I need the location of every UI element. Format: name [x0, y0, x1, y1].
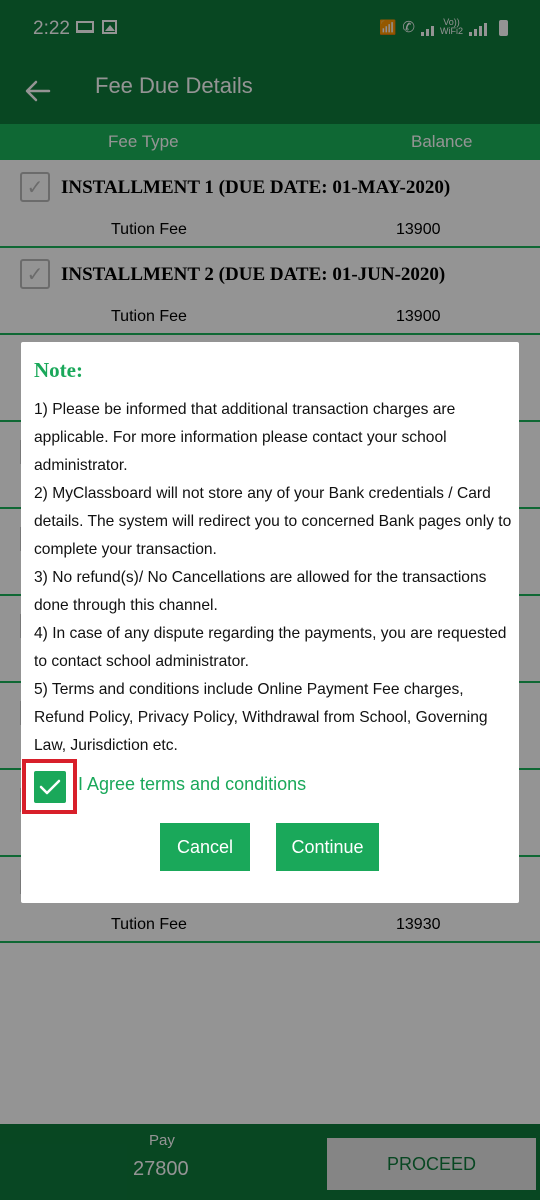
balance-cell: 13900 [396, 221, 441, 238]
note-item: 2) MyClassboard will not store any of your Bank credentials / Card details. The system will redirect you to concerned Bank pages only to complete your transaction. [34, 485, 512, 558]
wifi2-label: WiFi2 [440, 26, 463, 36]
installment-title: INSTALLMENT 1 (DUE DATE: 01-MAY-2020) [61, 177, 451, 198]
check-icon [39, 778, 61, 796]
cancel-button[interactable]: Cancel [160, 823, 250, 871]
installment-title: INSTALLMENT 2 (DUE DATE: 01-JUN-2020) [61, 264, 446, 285]
page-title: Fee Due Details [95, 73, 253, 98]
dialog-title: Note: [34, 358, 83, 382]
fee-type-cell: Tution Fee [111, 916, 187, 933]
balance-cell: 13900 [396, 308, 441, 325]
terms-dialog [21, 342, 519, 903]
note-item: 5) Terms and conditions include Online Payment Fee charges, Refund Policy, Privacy Policy, Withdrawal from School, Governing Law, Jurisdiction etc. [34, 681, 488, 754]
continue-button[interactable]: Continue [276, 823, 379, 871]
column-header-balance: Balance [411, 132, 473, 151]
wifi-call-icon: ✆ [402, 19, 415, 36]
pay-amount: 27800 [133, 1158, 189, 1180]
pay-label: Pay [149, 1132, 175, 1149]
column-header-fee-type: Fee Type [108, 132, 179, 151]
note-item: 1) Please be informed that additional transaction charges are applicable. For more information please contact your school administrator. [34, 401, 456, 474]
note-item: 4) In case of any dispute regarding the payments, you are requested to contact school administrator. [34, 625, 507, 670]
volte-label: Vo)) [443, 17, 460, 27]
proceed-button[interactable]: PROCEED [327, 1138, 536, 1190]
check-icon: ✓ [26, 176, 44, 199]
note-item: 3) No refund(s)/ No Cancellations are allowed for the transactions done through this channel. [34, 569, 487, 614]
agree-label[interactable]: I Agree terms and conditions [78, 774, 307, 794]
fee-type-cell: Tution Fee [111, 308, 187, 325]
check-icon: ✓ [26, 263, 44, 286]
agree-checkbox[interactable] [34, 771, 66, 803]
balance-cell: 13930 [396, 916, 441, 933]
status-time: 2:22 [33, 18, 70, 39]
wifi-icon: 📶 [378, 19, 397, 35]
dialog-notes [34, 396, 512, 760]
fee-type-cell: Tution Fee [111, 221, 187, 238]
